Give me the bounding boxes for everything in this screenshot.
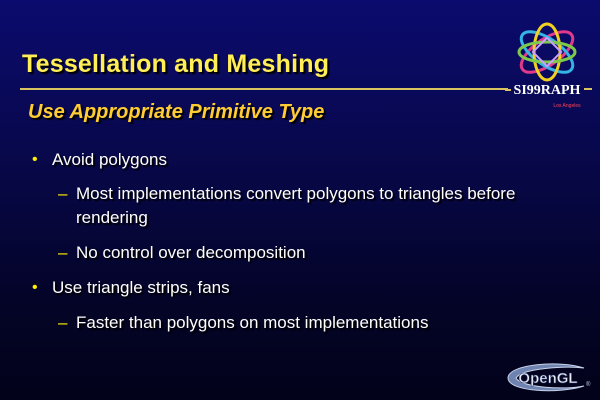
siggraph-wordmark: SI99RAPH bbox=[513, 83, 581, 98]
sub-bullet-line: Most implementations convert polygons to triangles before bbox=[76, 184, 516, 203]
sub-bullet-marker: – bbox=[58, 184, 68, 203]
siggraph-location: Los Angeles bbox=[553, 103, 581, 109]
siggraph-rings-icon bbox=[515, 24, 579, 80]
slide-subtitle: Use Appropriate Primitive Type bbox=[28, 101, 325, 123]
bullet-marker: • bbox=[32, 279, 38, 296]
opengl-logo bbox=[500, 358, 594, 396]
sub-bullet-line: No control over decomposition bbox=[76, 243, 306, 262]
sub-bullet-marker: – bbox=[58, 243, 68, 262]
slide-title: Tessellation and Meshing bbox=[22, 50, 330, 78]
sub-bullet-line: rendering bbox=[76, 208, 148, 227]
registered-mark: ® bbox=[586, 382, 591, 388]
bullet-item-avoid-polygons: Avoid polygons bbox=[52, 150, 167, 169]
bullet-marker: • bbox=[32, 151, 38, 168]
siggraph-logo bbox=[505, 18, 589, 114]
bullet-item-triangle-strips: Use triangle strips, fans bbox=[52, 278, 230, 297]
opengl-wordmark: OpenGL bbox=[518, 370, 578, 387]
sub-bullet-line: Faster than polygons on most implementations bbox=[76, 313, 429, 332]
sub-bullet-marker: – bbox=[58, 313, 68, 332]
